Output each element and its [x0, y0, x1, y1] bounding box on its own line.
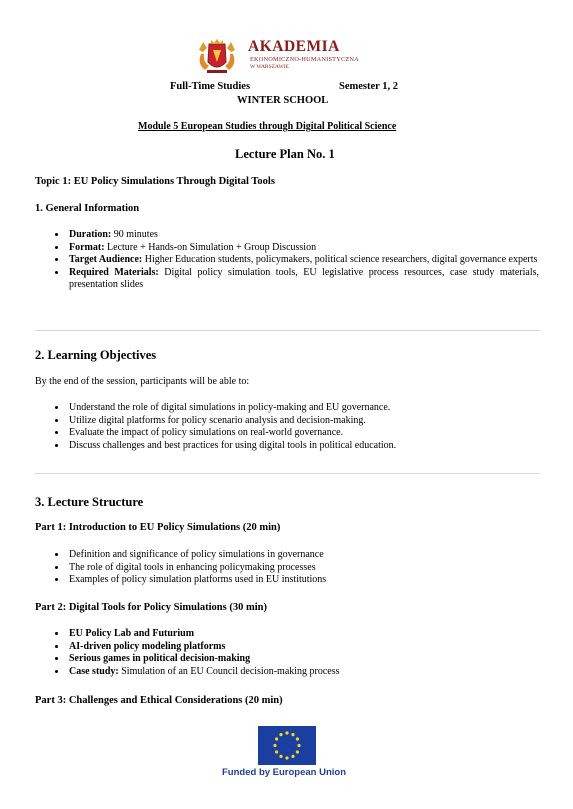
institution-header: [190, 36, 430, 78]
section-divider: [35, 330, 540, 331]
list-item: • Utilize digital platforms for policy scenario analysis and decision-making.: [67, 415, 547, 428]
general-information-list: [51, 229, 539, 292]
list-item: • Target Audience: Higher Education students, policymakers, political science researchers, digital governance experts: [67, 254, 539, 267]
list-item: • Format: Lecture + Hands-on Simulation + Group Discussion: [67, 242, 539, 255]
general-information-heading: 1. General Information: [35, 203, 140, 214]
part1-list: [51, 549, 326, 587]
institution-subtitle: EKONOMICZNO-HUMANISTYCZNA: [250, 56, 359, 63]
list-item: • Serious games in political decision-making: [67, 653, 340, 666]
part2-list: [51, 628, 340, 678]
eu-flag-icon: [258, 726, 316, 765]
list-item: • Examples of policy simulation platforms used in EU institutions: [67, 574, 326, 587]
list-item: • Duration: 90 minutes: [67, 229, 539, 242]
academy-crest-icon: [195, 36, 239, 76]
list-item: • Required Materials: Digital policy simulation tools, EU legislative process resources, case study materials, presentation slides: [67, 267, 539, 292]
study-mode: Full-Time Studies: [170, 81, 251, 92]
list-item: • Discuss challenges and best practices for using digital tools in political education.: [67, 440, 547, 453]
part1-title: Part 1: Introduction to EU Policy Simulations (20 min): [35, 522, 281, 533]
objectives-intro: By the end of the session, participants will be able to:: [35, 376, 250, 387]
institution-name: AKADEMIA: [248, 38, 340, 55]
list-item: • Definition and significance of policy simulations in governance: [67, 549, 326, 562]
semester: Semester 1, 2: [339, 81, 398, 92]
part2-title: Part 2: Digital Tools for Policy Simulations (30 min): [35, 602, 267, 613]
list-item: • AI-driven policy modeling platforms: [67, 641, 340, 654]
list-item: • Understand the role of digital simulations in policy-making and EU governance.: [67, 402, 547, 415]
list-item: • Case study: Simulation of an EU Council decision-making process: [67, 666, 340, 679]
lecture-plan-title: Lecture Plan No. 1: [235, 147, 335, 161]
learning-objectives-heading: 2. Learning Objectives: [35, 348, 157, 362]
list-item: • The role of digital tools in enhancing policymaking processes: [67, 562, 326, 575]
module-title: Module 5 European Studies through Digital Political Science: [138, 121, 397, 132]
list-item: • EU Policy Lab and Futurium: [67, 628, 340, 641]
funding-caption: Funded by European Union: [222, 767, 347, 778]
topic-title: Topic 1: EU Policy Simulations Through Digital Tools: [35, 176, 275, 187]
list-item: • Evaluate the impact of policy simulations on real-world governance.: [67, 427, 547, 440]
objectives-list: [51, 402, 547, 452]
school-name: WINTER SCHOOL: [237, 95, 329, 106]
institution-city: W WARSZAWIE: [250, 64, 289, 70]
lecture-structure-heading: 3. Lecture Structure: [35, 495, 144, 509]
part3-title: Part 3: Challenges and Ethical Considerations (20 min): [35, 695, 283, 706]
section-divider: [35, 473, 540, 474]
